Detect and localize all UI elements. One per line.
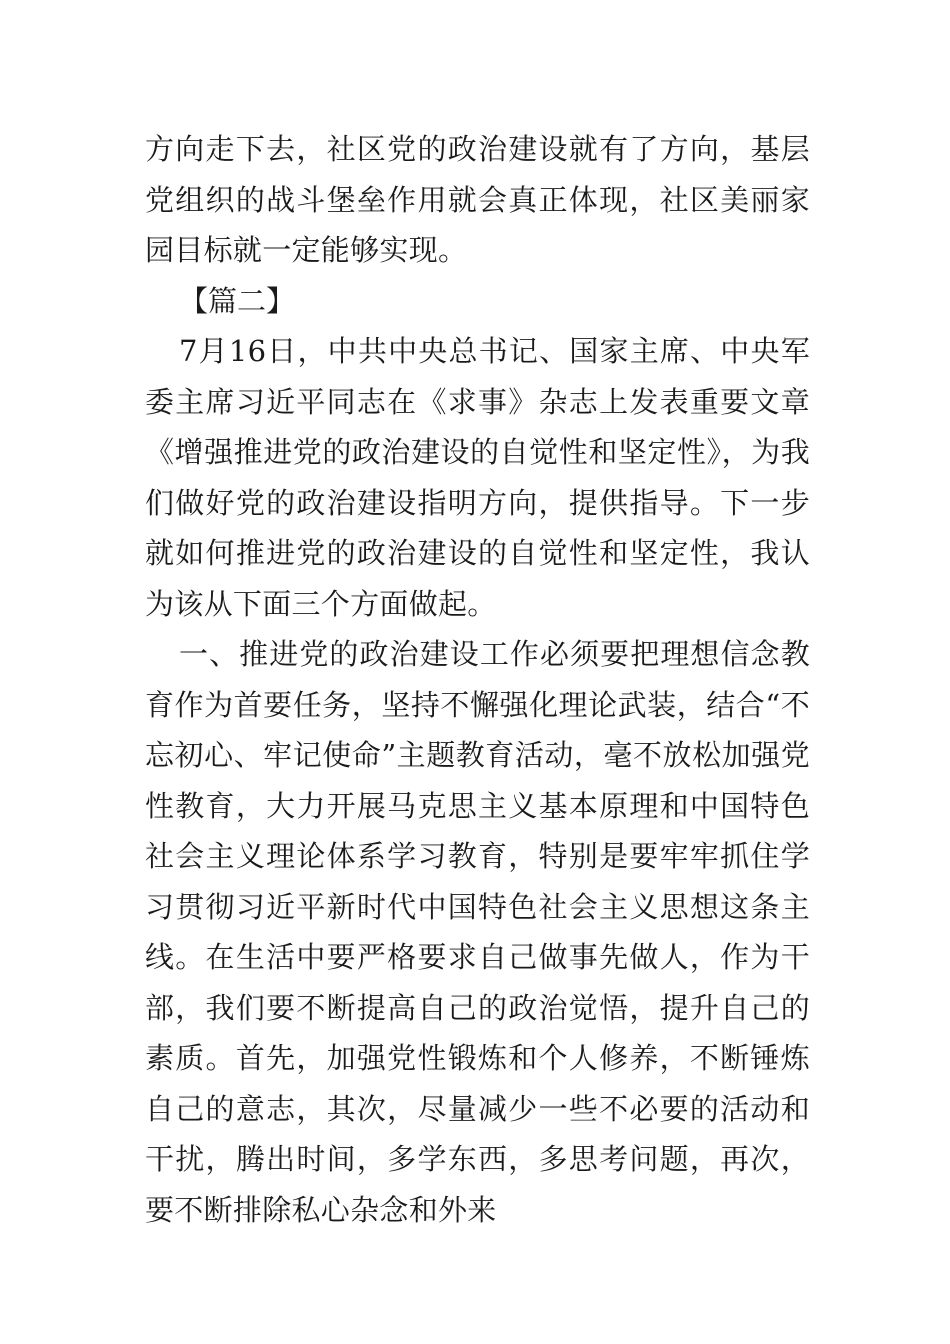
paragraph-intro: 7月16日，中共中央总书记、国家主席、中央军委主席习近平同志在《求事》杂志上发表重要文章《增强推进党的政治建设的自觉性和坚定性》，为我们做好党的政治建设指明方向，提供指导。下一步就如何推进党的政治建设的自觉性和坚定性，我认为该从下面三个方面做起。 xyxy=(145,334,810,621)
section-heading: 【篇二】 xyxy=(179,283,296,318)
document-body xyxy=(145,124,810,1235)
paragraph-point-one: 一、推进党的政治建设工作必须要把理想信念教育作为首要任务，坚持不懈强化理论武装，结合“不忘初心、牢记使命”主题教育活动，毫不放松加强党性教育，大力开展马克思主义基本原理和中国特色社会主义理论体系学习教育，特别是要牢牢抓住学习贯彻习近平新时代中国特色社会主义思想这条主线。在生活中要严格要求自己做事先做人，作为干部，我们要不断提高自己的政治觉悟，提升自己的素质。首先，加强党性锻炼和个人修养，不断锤炼自己的意志，其次，尽量减少一些不必要的活动和干扰，腾出时间，多学东西，多思考问题，再次，要不断排除私心杂念和外来 xyxy=(145,637,810,1227)
paragraph-continuation: 方向走下去，社区党的政治建设就有了方向，基层党组织的战斗堡垒作用就会真正体现，社区美丽家园目标就一定能够实现。 xyxy=(145,132,810,267)
